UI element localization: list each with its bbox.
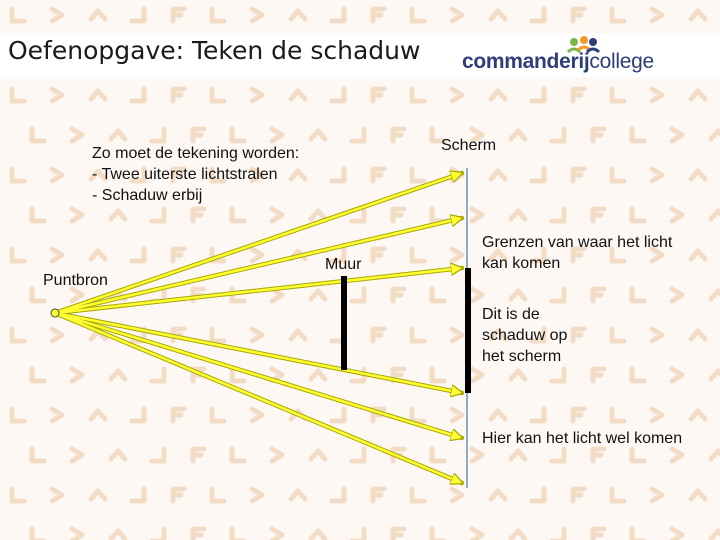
light-ray-4 bbox=[55, 313, 462, 393]
label-shadow-line-2: schaduw op bbox=[482, 327, 568, 344]
logo-text-part2: college bbox=[589, 50, 654, 73]
label-wall: Muur bbox=[325, 256, 362, 273]
label-lit: Hier kan het licht wel komen bbox=[482, 430, 683, 447]
point-source bbox=[51, 309, 59, 317]
label-limits bbox=[482, 232, 672, 274]
instructions-heading: Zo moet de tekening worden: bbox=[92, 145, 300, 162]
light-ray-6 bbox=[55, 313, 462, 483]
label-shadow-line-1: Dit is de bbox=[482, 306, 540, 323]
instructions-item-1: - Twee uiterste lichtstralen bbox=[92, 166, 278, 183]
light-rays bbox=[55, 173, 462, 483]
label-limits-line-1: Grenzen van waar het licht bbox=[482, 234, 673, 251]
light-ray-5 bbox=[55, 313, 462, 438]
logo-text-part1: commanderij bbox=[462, 50, 590, 73]
instructions bbox=[92, 143, 299, 206]
light-ray-2 bbox=[55, 218, 462, 313]
label-shadow-line-3: het scherm bbox=[482, 348, 562, 365]
label-screen: Scherm bbox=[441, 137, 497, 154]
label-limits-line-2: kan komen bbox=[482, 255, 561, 272]
label-shadow bbox=[482, 304, 567, 367]
page-title: Oefenopgave: Teken de schaduw bbox=[8, 36, 421, 65]
instructions-item-2: - Schaduw erbij bbox=[92, 187, 203, 204]
label-source: Puntbron bbox=[43, 272, 108, 289]
